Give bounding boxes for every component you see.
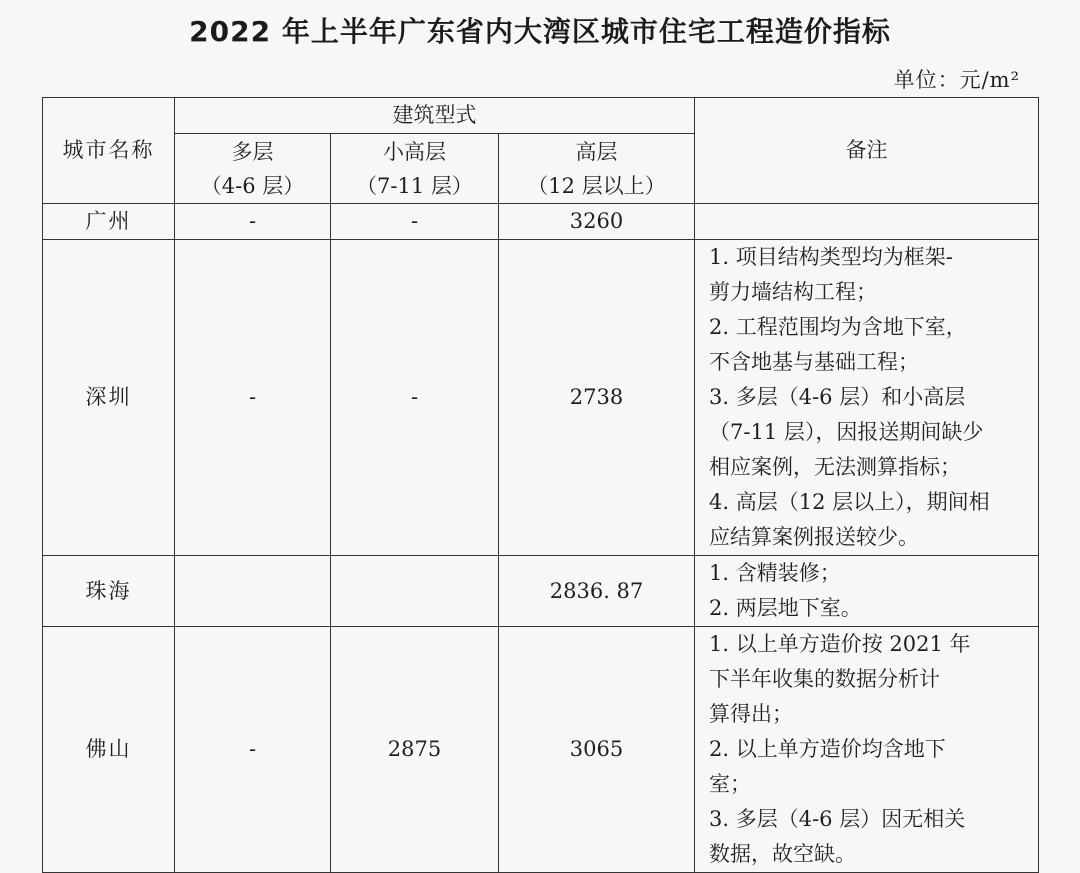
- remarks-cell: [695, 627, 1039, 873]
- header-low-rise-label: 多层: [231, 139, 274, 164]
- city-cell: 珠海: [43, 556, 175, 627]
- header-mid-rise: [331, 134, 499, 204]
- remark-line: 3. 多层（4-6 层）因无相关: [709, 807, 966, 831]
- header-high-rise-label: 高层: [575, 139, 618, 164]
- mid-rise-cell: -: [331, 204, 499, 240]
- remark-line: 数据，故空缺。: [709, 842, 857, 866]
- low-rise-cell: -: [175, 627, 331, 873]
- header-high-rise-range: （12 层以上）: [527, 173, 666, 198]
- header-remarks: 备注: [695, 98, 1039, 204]
- document-title: 2022 年上半年广东省内大湾区城市住宅工程造价指标: [189, 15, 891, 48]
- remark-line: 相应案例，无法测算指标；: [709, 455, 962, 479]
- remark-line: 4. 高层（12 层以上），期间相: [709, 490, 990, 514]
- table-row: [43, 204, 1039, 240]
- remark-line: 1. 项目结构类型均为框架-: [709, 245, 953, 269]
- remark-line: 2. 以上单方造价均含地下: [709, 737, 946, 761]
- cost-index-table: [42, 97, 1039, 873]
- high-rise-cell: 2738: [499, 240, 695, 556]
- high-rise-cell: 2836. 87: [499, 556, 695, 627]
- table-body: [43, 204, 1039, 873]
- city-cell: 佛山: [43, 627, 175, 873]
- remark-line: 下半年收集的数据分析计: [709, 667, 941, 691]
- low-rise-cell: [175, 556, 331, 627]
- city-cell: 深圳: [43, 240, 175, 556]
- header-mid-rise-range: （7-11 层）: [356, 173, 473, 198]
- mid-rise-cell: [331, 556, 499, 627]
- remark-line: （7-11 层），因报送期间缺少: [709, 420, 984, 444]
- remark-line: 1. 含精装修；: [709, 561, 841, 585]
- remark-line: 算得出；: [709, 702, 794, 726]
- remark-line: 3. 多层（4-6 层）和小高层: [709, 385, 966, 409]
- remark-line: 2. 工程范围均为含地下室，: [709, 315, 967, 339]
- header-building-type: 建筑型式: [175, 98, 695, 134]
- header-low-rise: [175, 134, 331, 204]
- header-city: 城市名称: [43, 98, 175, 204]
- mid-rise-cell: -: [331, 240, 499, 556]
- low-rise-cell: -: [175, 240, 331, 556]
- table-row: [43, 556, 1039, 627]
- header-low-rise-range: （4-6 层）: [200, 173, 305, 198]
- header-mid-rise-label: 小高层: [383, 139, 446, 164]
- mid-rise-cell: 2875: [331, 627, 499, 873]
- city-cell: 广州: [43, 204, 175, 240]
- remarks-cell: [695, 240, 1039, 556]
- remark-line: 不含地基与基础工程；: [709, 350, 920, 374]
- low-rise-cell: -: [175, 204, 331, 240]
- remark-line: 室；: [709, 772, 752, 796]
- table-row: [43, 627, 1039, 873]
- unit-label: 单位：元/m²: [893, 68, 1020, 92]
- remark-line: 剪力墙结构工程；: [709, 280, 878, 304]
- high-rise-cell: 3260: [499, 204, 695, 240]
- remark-line: 2. 两层地下室。: [709, 596, 862, 620]
- high-rise-cell: 3065: [499, 627, 695, 873]
- remark-line: 1. 以上单方造价按 2021 年: [709, 632, 971, 656]
- remarks-cell: [695, 204, 1039, 240]
- table-row: [43, 240, 1039, 556]
- remark-line: 应结算案例报送较少。: [709, 525, 920, 549]
- header-high-rise: [499, 134, 695, 204]
- remarks-cell: [695, 556, 1039, 627]
